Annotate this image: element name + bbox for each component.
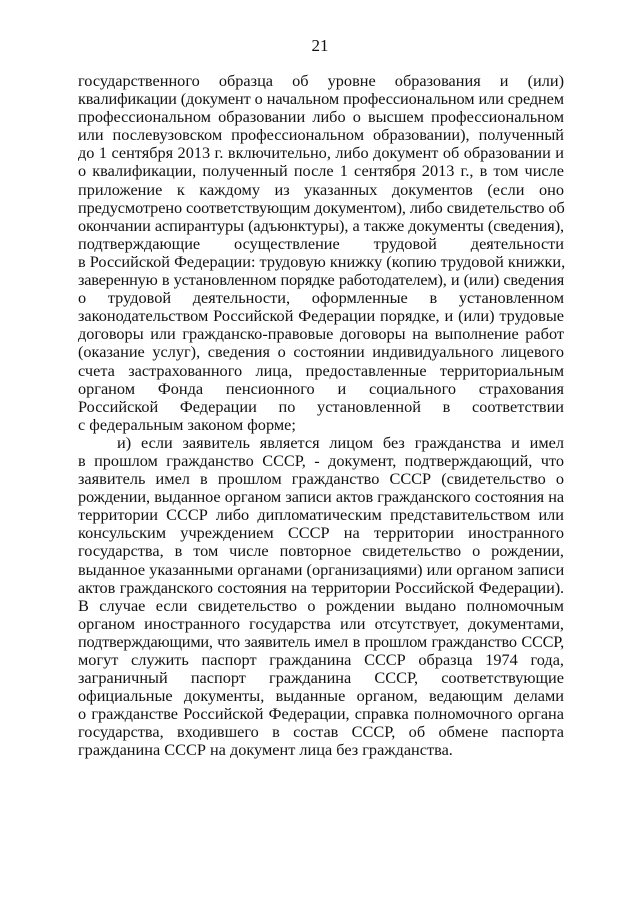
text-line: государства, входившего в состав СССР, об обмене паспорта bbox=[78, 722, 564, 742]
text-line: или послевузовском профессиональном образовании), полученный bbox=[78, 125, 564, 145]
text-line: подтверждающими, что заявитель имел в прошлом гражданство СССР, bbox=[78, 631, 564, 651]
text-line: квалификации (документ о начальном профессиональном или среднем bbox=[78, 89, 564, 109]
text-line: государственного образца об уровне образования и (или) bbox=[78, 71, 564, 90]
text-line: с федеральным законом форме; bbox=[78, 414, 296, 434]
text-line: гражданина СССР на документ лица без гражданства. bbox=[78, 740, 453, 760]
text-line: официальные документы, выданные органом, ведающим делами bbox=[78, 686, 564, 706]
text-line: могут служить паспорт гражданина СССР образца 1974 года, bbox=[78, 650, 564, 669]
text-line: В случае если свидетельство о рождении выдано полномочным bbox=[78, 595, 564, 615]
text-line: до 1 сентября 2013 г. включительно, либо документ об образовании и bbox=[78, 143, 564, 163]
text-line: предусмотрено соответствующим документом), либо свидетельство об bbox=[78, 197, 565, 217]
text-line: в прошлом гражданство СССР, - документ, подтверждающий, что bbox=[78, 450, 564, 470]
text-line: выданное указанными органами (организациями) или органом записи bbox=[78, 559, 565, 579]
text-line: договоры или гражданско-правовые договоры на выполнение работ bbox=[78, 324, 564, 344]
text-line: органом иностранного государства или отсутствует, документами, bbox=[78, 613, 564, 633]
text-line: государства, в том числе повторное свидетельство о рождении, bbox=[78, 541, 564, 561]
text-line: подтверждающие осуществление трудовой деятельности bbox=[78, 233, 564, 253]
text-line: органом Фонда пенсионного и социального страхования bbox=[78, 378, 564, 398]
text-line: приложение к каждому из указанных документов (если оно bbox=[78, 179, 564, 199]
text-line: законодательством Российской Федерации порядке, и (или) трудовые bbox=[78, 306, 564, 326]
document-body-text bbox=[78, 72, 564, 760]
text-line: Российской Федерации по установленной в соответствии bbox=[78, 396, 564, 416]
text-line: профессиональном образовании либо о высшем профессиональном bbox=[78, 107, 564, 127]
text-line: о трудовой деятельности, оформленные в установленном bbox=[78, 288, 564, 308]
text-line: заграничный паспорт гражданина СССР, соответствующие bbox=[78, 668, 564, 688]
page-number: 21 bbox=[311, 36, 329, 55]
text-line: рождении, выданное органом записи актов гражданского состояния на bbox=[78, 487, 564, 507]
text-line: территории СССР либо дипломатическим представительством или bbox=[78, 505, 564, 525]
text-line: окончании аспирантуры (адъюнктуры), а также документы (сведения), bbox=[78, 215, 564, 235]
text-line: заявитель имел в прошлом гражданство СССР (свидетельство о bbox=[78, 469, 564, 489]
text-line: актов гражданского состояния на территории Российской Федерации). bbox=[78, 577, 564, 597]
text-line: о квалификации, полученный после 1 сентября 2013 г., в том числе bbox=[78, 161, 564, 181]
text-line: счета застрахованного лица, предоставленные территориальным bbox=[78, 360, 564, 380]
text-line: заверенную в установленном порядке работодателем), и (или) сведения bbox=[78, 270, 564, 290]
text-line: консульским учреждением СССР на территории иностранного bbox=[78, 523, 564, 543]
text-line: о гражданстве Российской Федерации, справка полномочного органа bbox=[78, 704, 564, 724]
text-line: в Российской Федерации: трудовую книжку (копию трудовой книжки, bbox=[78, 251, 566, 271]
text-line: (оказание услуг), сведения о состоянии индивидуального лицевого bbox=[78, 342, 564, 362]
text-line: и) если заявитель является лицом без гражданства и имел bbox=[117, 432, 564, 452]
